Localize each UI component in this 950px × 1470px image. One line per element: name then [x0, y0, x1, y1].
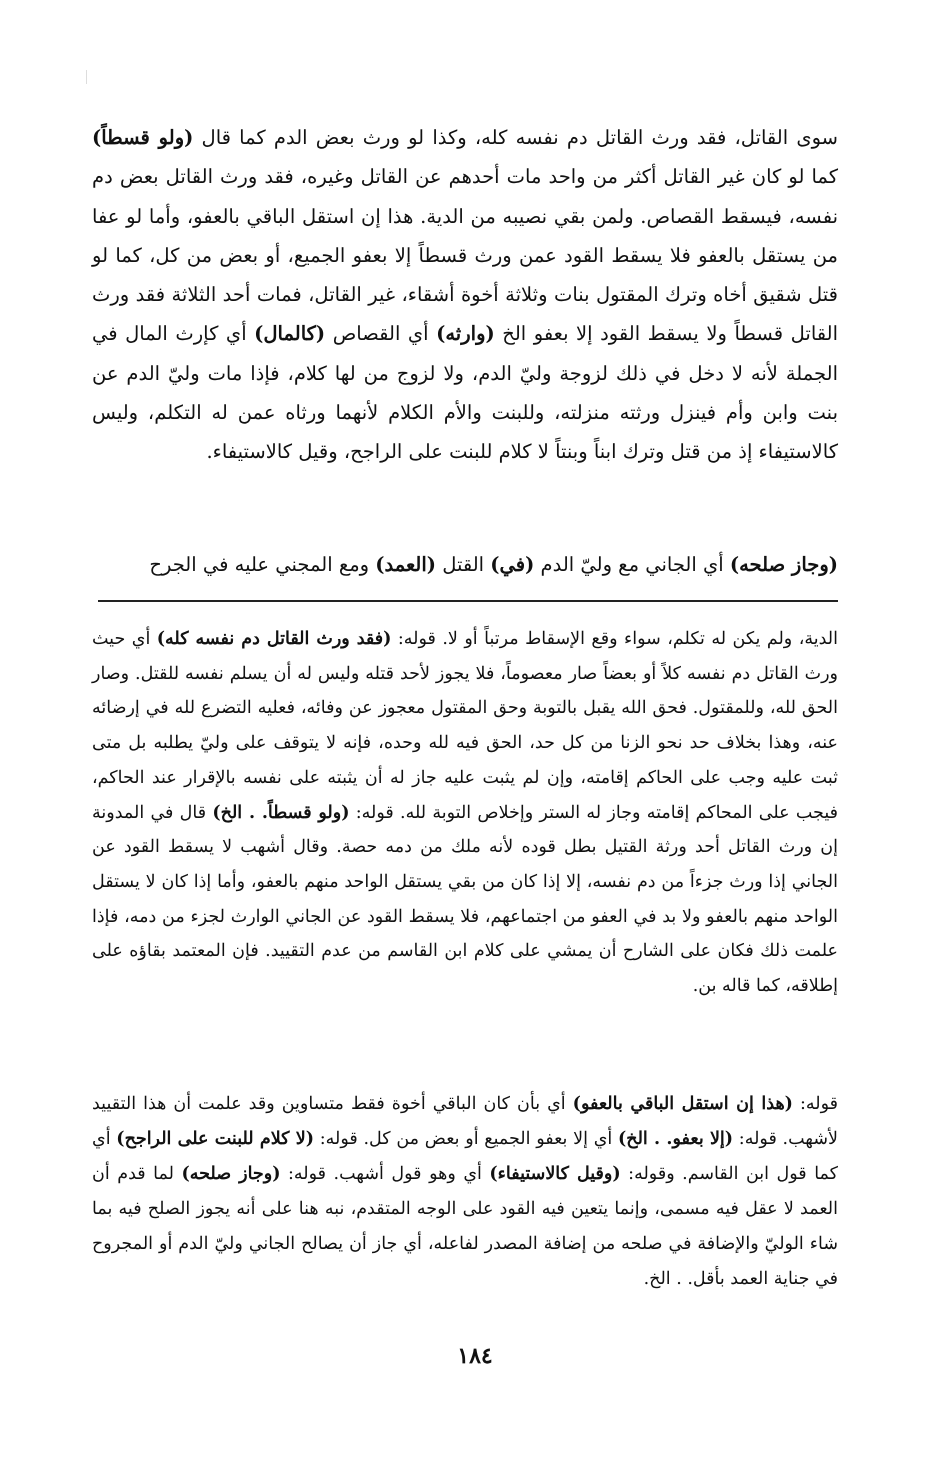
continuation-line [92, 545, 838, 585]
quoted-phrase: (هذا إن استقل الباقي بالعفو) [572, 1094, 793, 1114]
text-run: سوى القاتل، فقد ورث القاتل دم نفسه كله، وكذا لو ورث بعض الدم كما قال [193, 126, 839, 149]
margin-mark [86, 70, 87, 84]
page-number: ١٨٤ [457, 1343, 493, 1369]
text-run: أي حيث ورث القاتل دم نفسه كلاً أو بعضاً صار معصوماً، فلا يجوز لأحد قتله وليس له أن يسلم نفسه للقتل. وصار الحق لله، وللمقتول. فحق الله يقبل بالتوبة وحق المقتول معجوز عن وفائه، فعليه التضرع لله في إرضائه عنه، وهذا بخلاف حد نحو الزنا من كل حد، الحق فيه لله وحده، فإنه لا يتوقف على وليّ يطلبه بل متى ثبت عليه وجب على الحاكم إقامته، وإن لم يثبت عليه جاز له أن يثبته على نفسه بالإقرار عند الحاكم، فيجب على المحاكم إقامته وجاز له الستر وإخلاص التوبة لله. قوله: [92, 629, 838, 823]
text-run: أي القصاص [325, 322, 437, 346]
text-run: أي وهو قول أشهب. قوله: [280, 1164, 490, 1184]
quoted-phrase: (وقيل كالاستيفاء) [489, 1164, 621, 1184]
quoted-phrase: (كالمال) [254, 322, 326, 346]
text-run: كما لو كان غير القاتل أكثر من واحد مات أحدهم عن القاتل وغيره، فقد ورث القاتل بعض دم نفسه، فيسقط القصاص. ولمن بقي نصيبه من الدية. هذا إن استقل الباقي بالعفو، وأما لو عفا من يستقل بالعفو فلا يسقط القود عمن ورث قسطاً إلا بعفو الجميع، أو بعض من كل، كما لو قتل شقيق أخاه وترك المقتول بنات وثلاثة أخوة أشقاء، غير القاتل، فمات أحد الثلاثة فقد ورث القاتل قسطاً ولا يسقط القود إلا بعفو الخ [92, 165, 839, 346]
quoted-phrase: (وجاز صلحه) [181, 1164, 281, 1184]
commentary-block-1 [92, 622, 838, 1004]
commentary-paragraph-2 [92, 1087, 838, 1297]
text-run: أي الجاني مع وليّ الدم [534, 553, 730, 576]
text-run: قال في المدونة إن ورث القاتل أحد ورثة القتيل بطل قوده لأنه ملك من دمه حصة. وقال أشهب لا يسقط القود عن الجاني إذا ورث جزءاً من دم نفسه، إلا إذا كان من بقي يستقل الواحد منهم بالعفو، وأما إذا كان لا يستقل الواحد منهم بالعفو ولا بد في العفو من اجتماعهم، فلا يسقط القود عن الجاني الوارث لجزء من دمه، فإذا علمت ذلك فكان على الشارح أن يمشي على كلام ابن القاسم من عدم التقييد. فإن المعتمد بقاؤه على إطلاقه، كما قاله بن. [92, 802, 838, 997]
text-run: أي كما قول ابن القاسم. وقوله: [92, 1129, 838, 1184]
quoted-phrase: (ولو قسطاً) [92, 126, 194, 149]
text-run: قوله: [792, 1094, 838, 1114]
text-run: لما قدم أن العمد لا عقل فيه مسمى، وإنما يتعين فيه القود على الوجه المتقدم، نبه هنا على أنه يجوز الصلح فيه بما شاء الوليّ والإضافة في صلحه من إضافة المصدر لفاعله، أي جاز أن يصالح الجاني وليّ الدم أو المجروح في جناية العمد بأقل. . الخ. [92, 1164, 838, 1289]
text-run: القتل [436, 553, 491, 576]
text-run: أي إلا بعفو الجميع أو بعض من كل. قوله: [314, 1129, 619, 1149]
quoted-phrase: (العمد) [375, 553, 436, 576]
quoted-phrase: (وارثه) [436, 322, 495, 346]
quoted-phrase: (إلا بعفو. . الخ) [618, 1129, 734, 1149]
commentary-block-2 [92, 1087, 838, 1297]
quoted-phrase: (وجاز صلحه) [729, 553, 838, 576]
quoted-phrase: (لا كلام للبنت على الراجح) [116, 1129, 314, 1149]
footnote-separator-rule [98, 600, 838, 602]
text-run: الدية، ولم يكن له تكلم، سواء وقع الإسقاط مرتباً أو لا. قوله: [391, 629, 838, 649]
text-run: أي كإرث المال في الجملة لأنه لا دخل في ذلك لزوجة وليّ الدم، ولا لزوج من لها كلام، فإذا مات وليّ الدم عن بنت وابن وأم فينزل ورثته منزلته، وللبنت والأم الكلام لأنهما ورثاه عمن له التكلم، وليس كالاستيفاء إذ من قتل وترك ابناً وبنتاً لا كلام للبنت على الراجح، وقيل كالاستيفاء. [92, 322, 838, 464]
text-run: أي بأن كان الباقي أخوة فقط متساوين وقد علمت أن هذا التقييد لأشهب. قوله: [92, 1094, 839, 1149]
main-text-block [92, 118, 838, 472]
quoted-phrase: (فقد ورث القاتل دم نفسه كله) [156, 629, 392, 649]
text-run: ومع المجني عليه في الجرح [149, 553, 376, 576]
quoted-phrase: (ولو قسطاً. . الخ) [212, 802, 350, 823]
main-text-continuation [92, 545, 838, 585]
commentary-paragraph-1 [92, 622, 838, 1004]
main-paragraph [92, 118, 838, 472]
quoted-phrase: (في) [490, 553, 535, 576]
